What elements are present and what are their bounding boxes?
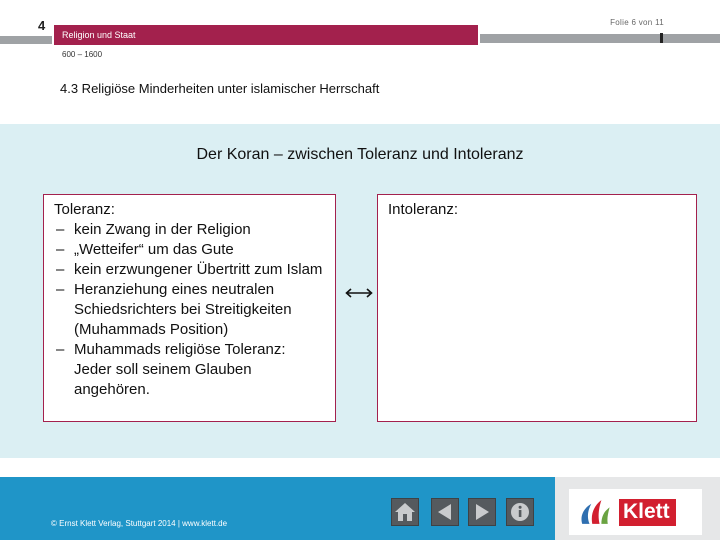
- left-header-bar: [0, 36, 52, 44]
- info-button[interactable]: [506, 498, 534, 526]
- topic-label: Religion und Staat: [62, 30, 136, 40]
- footer: [0, 477, 720, 540]
- list-item: – Heranziehung eines neutralen Schiedsrichters bei Streitigkeiten (Muhammads Position): [54, 280, 325, 340]
- list-item: – Muhammads religiöse Toleranz: Jeder soll seinem Glauben angehören.: [54, 340, 325, 400]
- copyright-text: © Ernst Klett Verlag, Stuttgart 2014 | www.klett.de: [51, 519, 228, 528]
- period-label: 600 – 1600: [62, 50, 103, 59]
- next-button[interactable]: [468, 498, 496, 526]
- tolerance-box: [43, 194, 336, 422]
- klett-logo: [569, 489, 702, 535]
- double-arrow-icon: [344, 286, 374, 300]
- list-item: – kein Zwang in der Religion: [54, 220, 325, 240]
- klett-emblem-icon: [574, 491, 616, 533]
- klett-logo-text: Klett: [619, 499, 676, 526]
- info-icon: [507, 499, 533, 525]
- list-item: – kein erzwungener Übertritt zum Islam: [54, 260, 325, 280]
- intolerance-heading: Intoleranz:: [388, 201, 459, 218]
- slide-counter: Folie 6 von 11: [610, 18, 664, 27]
- list-item: – „Wetteifer“ um das Gute: [54, 240, 325, 260]
- home-icon: [392, 499, 418, 525]
- home-button[interactable]: [391, 498, 419, 526]
- tolerance-heading: Toleranz:: [54, 201, 115, 218]
- chapter-number: 4: [38, 18, 46, 33]
- right-header-bar: [480, 34, 720, 43]
- section-title: 4.3 Religiöse Minderheiten unter islamischer Herrschaft: [60, 81, 380, 96]
- previous-icon: [432, 499, 458, 525]
- content-heading: Der Koran – zwischen Toleranz und Intoleranz: [196, 146, 524, 163]
- footer-band: [0, 477, 555, 540]
- next-icon: [469, 499, 495, 525]
- content-area: [0, 124, 720, 458]
- previous-button[interactable]: [431, 498, 459, 526]
- topic-bar: [54, 25, 478, 45]
- intolerance-box: [377, 194, 697, 422]
- tolerance-list: [54, 220, 325, 400]
